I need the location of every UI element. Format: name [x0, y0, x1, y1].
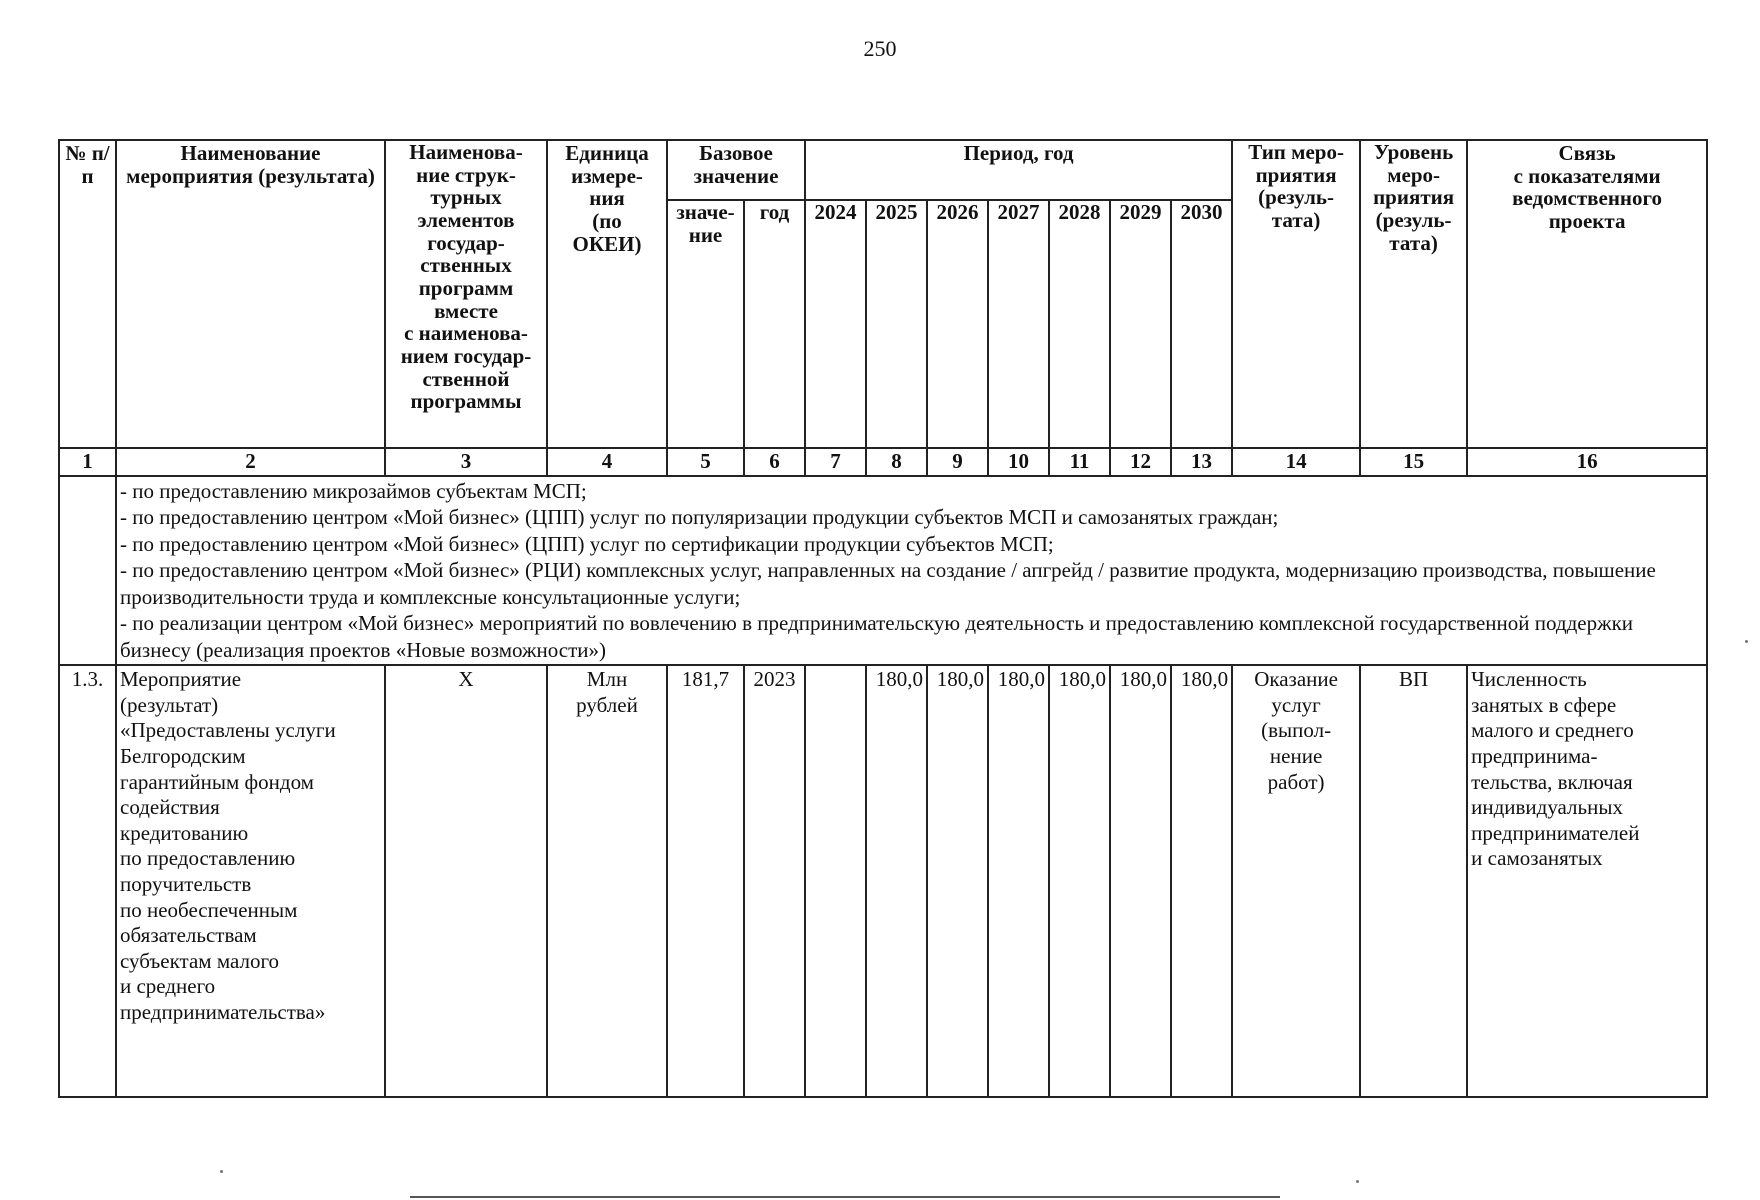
description-line: - по предоставлению центром «Мой бизнес» (ЦПП) услуг по популяризации продукции субъектов МСП и самозанятых граждан; — [120, 505, 1279, 530]
description-cell — [116, 476, 1707, 665]
header-no: № п/п — [59, 140, 116, 448]
column-number: 15 — [1360, 448, 1467, 476]
event-base-value: 181,7 — [667, 665, 744, 1097]
scan-speck — [1745, 640, 1748, 643]
header-base-year: год — [744, 200, 805, 448]
description-line: - по предоставлению центром «Мой бизнес» (РЦИ) комплексных услуг, направленных на создание / апгрейд / развитие продукта, модернизацию производства, повышение производительности труда и комплексные консультационные услуги; — [120, 558, 1656, 609]
description-line: - по реализации центром «Мой бизнес» мероприятий по вовлечению в предпринимательскую деятельность и предоставлению комплексной государственной поддержки бизнесу (реализация проектов «Новые возможности») — [120, 611, 1634, 662]
header-period: Период, год — [805, 140, 1232, 200]
page-number: 250 — [863, 36, 897, 61]
event-value-2029: 180,0 — [1110, 665, 1171, 1097]
header-link: Связь с показателями ведомственного проекта — [1467, 140, 1707, 448]
header-year-2026: 2026 — [927, 200, 988, 448]
header-type: Тип меро- приятия (резуль- тата) — [1232, 140, 1360, 448]
column-number: 12 — [1110, 448, 1171, 476]
column-number: 3 — [385, 448, 547, 476]
event-level: ВП — [1360, 665, 1467, 1097]
event-type: Оказание услуг (выпол- нение работ) — [1232, 665, 1360, 1097]
column-number: 7 — [805, 448, 866, 476]
column-number: 8 — [866, 448, 927, 476]
column-number: 9 — [927, 448, 988, 476]
header-structural: Наименова- ние струк- турных элементов государ- ственных программ вместе с наименова- нием государ- ственной программы — [385, 140, 547, 448]
event-row — [59, 665, 1707, 1097]
event-number: 1.3. — [59, 665, 116, 1097]
header-level: Уровень меро- приятия (резуль- тата) — [1360, 140, 1467, 448]
column-number: 11 — [1049, 448, 1110, 476]
column-number: 5 — [667, 448, 744, 476]
column-number: 10 — [988, 448, 1049, 476]
header-year-2030: 2030 — [1171, 200, 1232, 448]
description-line: - по предоставлению микрозаймов субъектам МСП; — [120, 479, 587, 503]
header-year-2025: 2025 — [866, 200, 927, 448]
event-value-2026: 180,0 — [927, 665, 988, 1097]
column-number: 1 — [59, 448, 116, 476]
scan-speck — [1356, 1180, 1359, 1183]
column-number: 14 — [1232, 448, 1360, 476]
column-numbers-row — [59, 448, 1707, 476]
event-value-2024 — [805, 665, 866, 1097]
measures-table — [58, 139, 1708, 1098]
event-base-year: 2023 — [744, 665, 805, 1097]
header-base-value: значе- ние — [667, 200, 744, 448]
column-number: 4 — [547, 448, 667, 476]
header-base: Базовое значение — [667, 140, 805, 200]
header-name: Наименование мероприятия (результата) — [116, 140, 385, 448]
header-unit: Единица измере- ния (по ОКЕИ) — [547, 140, 667, 448]
event-name: Мероприятие (результат) «Предоставлены услуги Белгородским гарантийным фондом содействия кредитованию по предоставлению поручительств по необеспеченным обязательствам субъектам малого и среднего предпринимательства» — [116, 665, 385, 1097]
event-unit: Млн рублей — [547, 665, 667, 1097]
header-year-2027: 2027 — [988, 200, 1049, 448]
scan-speck — [220, 1170, 223, 1173]
scan-footer-line — [410, 1196, 1280, 1198]
description-row — [59, 476, 1707, 665]
column-number: 2 — [116, 448, 385, 476]
event-value-2030: 180,0 — [1171, 665, 1232, 1097]
header-year-2029: 2029 — [1110, 200, 1171, 448]
event-value-2025: 180,0 — [866, 665, 927, 1097]
event-value-2028: 180,0 — [1049, 665, 1110, 1097]
event-value-2027: 180,0 — [988, 665, 1049, 1097]
header-year-2028: 2028 — [1049, 200, 1110, 448]
event-structural: X — [385, 665, 547, 1097]
column-number: 16 — [1467, 448, 1707, 476]
event-indicator-link: Численность занятых в сфере малого и среднего предпринима- тельства, включая индивидуальных предпринимателей и самозанятых — [1467, 665, 1707, 1097]
column-number: 13 — [1171, 448, 1232, 476]
column-number: 6 — [744, 448, 805, 476]
description-row-number — [59, 476, 116, 665]
description-line: - по предоставлению центром «Мой бизнес» (ЦПП) услуг по сертификации продукции субъектов МСП; — [120, 531, 1054, 556]
header-year-2024: 2024 — [805, 200, 866, 448]
